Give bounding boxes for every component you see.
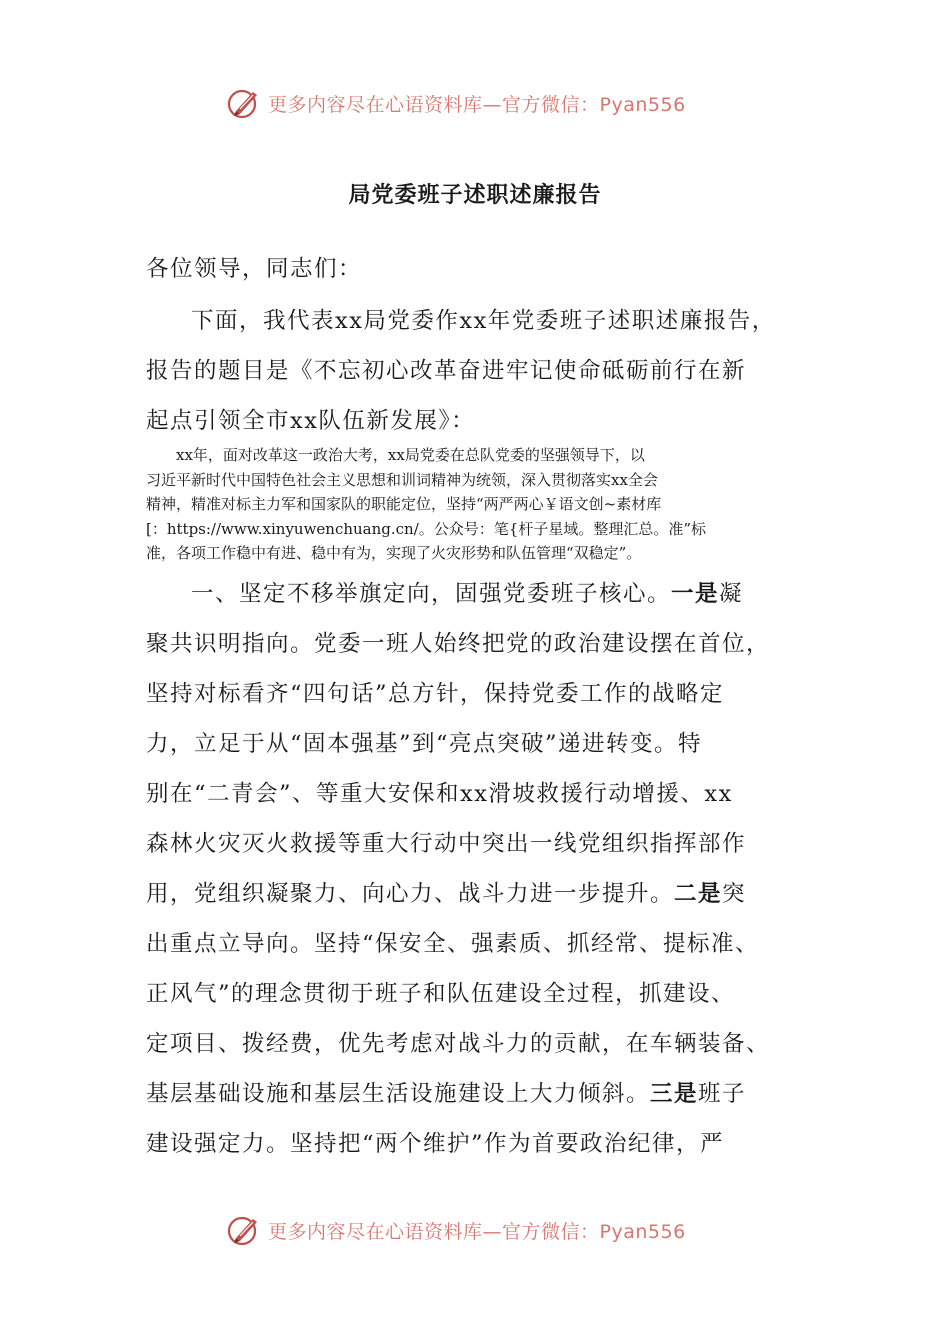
section-heading: 一、坚定不移举旗定向，固强党委班子核心。	[191, 581, 672, 607]
watermark-text: 更多内容尽在心语资料库—官方微信：Pyan556	[268, 1220, 686, 1243]
point-label: 三是	[650, 1081, 699, 1107]
summary-line: 精神，精准对标主力军和国家队的职能定位，坚持“两严两心￥语文创~素材库	[146, 495, 662, 513]
watermark-banner-bottom	[226, 1210, 686, 1250]
summary-line: 习近平新时代中国特色社会主义思想和训词精神为统领，深入贯彻落实xx全会	[146, 470, 658, 489]
point-label: 一是	[671, 581, 720, 607]
greeting	[146, 244, 806, 294]
body-line: 用，党组织凝聚力、向心力、战斗力进一步提升。二是突	[146, 881, 747, 907]
summary-line: [：https://www.xinyuwenchuang.cn/。公众号：笔{杆子星域。整理汇总。准”标	[146, 519, 706, 538]
point-label: 二是	[674, 881, 723, 907]
intro-line: 报告的题目是《不忘初心改革奋进牢记使命砥砺前行在新	[146, 358, 747, 384]
body-line: 定项目、拨经费，优先考虑对战斗力的贡献，在车辆装备、	[146, 1031, 771, 1057]
summary-line: 准，各项工作稳中有进、稳中有为，实现了火灾形势和队伍管理“双稳定”。	[146, 544, 642, 562]
intro-line: 起点引领全市xx队伍新发展》：	[146, 408, 476, 434]
watermark-banner-top	[226, 83, 686, 123]
body-line: 坚持对标看齐“四句话”总方针，保持党委工作的战略定	[146, 681, 725, 707]
body-line: 出重点立导向。坚持“保安全、强素质、抓经常、提标准、	[146, 931, 760, 957]
document-title: 局党委班子述职述廉报告	[348, 182, 602, 208]
summary-paragraph	[146, 443, 811, 566]
greeting-line: 各位领导，同志们：	[146, 256, 363, 282]
summary-line: xx年，面对改革这一政治大考，xx局党委在总队党委的坚强领导下，以	[176, 446, 645, 464]
body-line: 森林火灾灭火救援等重大行动中突出一线党组织指挥部作	[146, 831, 747, 857]
body-line: 基层基础设施和基层生活设施建设上大力倾斜。三是班子	[146, 1081, 747, 1107]
intro-line: 下面，我代表xx局党委作xx年党委班子述职述廉报告，	[191, 308, 776, 334]
body-line: 别在“二青会”、等重大安保和xx滑坡救援行动增援、xx	[146, 781, 733, 807]
body-line: 聚共识明指向。党委一班人始终把党的政治建设摆在首位，	[146, 631, 771, 657]
pen-logo-icon	[226, 1212, 262, 1248]
intro-paragraph	[146, 296, 806, 446]
body-line: 力，立足于从“固本强基”到“亮点突破”递进转变。特	[146, 731, 703, 757]
watermark-text: 更多内容尽在心语资料库—官方微信：Pyan556	[268, 93, 686, 116]
section-one-paragraph	[146, 569, 806, 1169]
pen-logo-icon	[226, 85, 262, 121]
body-line: 一、坚定不移举旗定向，固强党委班子核心。一是凝	[191, 581, 744, 607]
body-line: 建设强定力。坚持把“两个维护”作为首要政治纪律，严	[146, 1131, 725, 1157]
body-line: 正风气”的理念贯彻于班子和队伍建设全过程，抓建设、	[146, 981, 736, 1007]
